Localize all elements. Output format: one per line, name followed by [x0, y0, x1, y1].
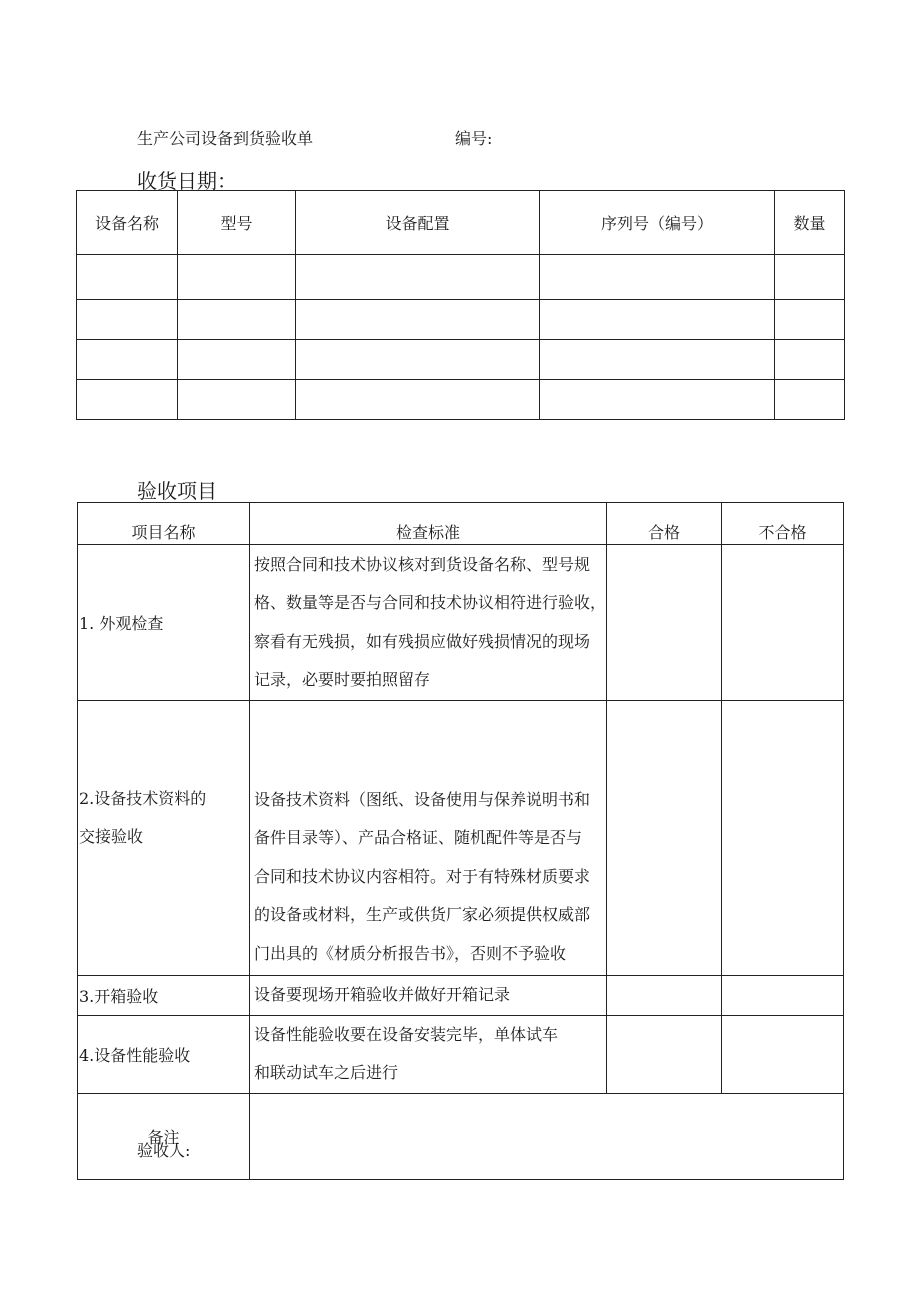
table-row — [78, 545, 844, 701]
table-cell[interactable] — [775, 300, 845, 340]
form-number-label: 编号: — [455, 129, 493, 148]
column-header: 合格 — [607, 503, 722, 545]
table-row — [77, 380, 845, 420]
remark-label: 备注 — [78, 1093, 250, 1179]
remark-field[interactable] — [250, 1093, 844, 1179]
pass-cell[interactable] — [607, 1015, 722, 1093]
table-cell[interactable] — [296, 340, 540, 380]
receipt-date-label: 收货日期： — [137, 169, 237, 193]
table-row — [78, 701, 844, 976]
table-cell[interactable] — [775, 340, 845, 380]
column-header: 序列号（编号） — [540, 191, 775, 255]
criteria-line: 和联动试车之后进行 — [254, 1063, 399, 1082]
table-cell[interactable] — [540, 255, 775, 300]
table-cell[interactable] — [296, 300, 540, 340]
table-cell[interactable] — [77, 255, 178, 300]
pass-cell[interactable] — [607, 701, 722, 976]
fail-cell[interactable] — [722, 1015, 844, 1093]
column-header: 设备名称 — [77, 191, 178, 255]
criteria-line: 的设备或材料，生产或供货厂家必须提供权威部 — [254, 905, 591, 924]
equipment-table-header — [77, 191, 845, 255]
inspector-label: 验收人: — [137, 1141, 191, 1160]
criteria-line: 门出具的《材质分析报告书》，否则不予验收 — [254, 943, 567, 963]
criteria-line: 记录，必要时要拍照留存 — [254, 670, 431, 689]
criteria-line: 设备要现场开箱验收并做好开箱记录 — [254, 985, 511, 1004]
criteria-line: 合同和技术协议内容相符。对于有特殊材质要求 — [254, 866, 591, 886]
item-name-line: 2.设备技术资料的 — [79, 789, 207, 808]
item-criteria — [250, 701, 607, 976]
item-criteria — [250, 545, 607, 701]
criteria-line: 按照合同和技术协议核对到货设备名称、型号规 — [254, 554, 591, 574]
table-row — [78, 976, 844, 1016]
column-header: 不合格 — [722, 503, 844, 545]
item-name-line: 交接验收 — [79, 827, 144, 846]
criteria-line: 设备技术资料（图纸、设备使用与保养说明书和 — [254, 789, 591, 809]
table-cell[interactable] — [540, 380, 775, 420]
table-row — [78, 1015, 844, 1093]
table-cell[interactable] — [178, 300, 296, 340]
criteria-line: 备件目录等）、产品合格证、随机配件等是否与 — [254, 828, 583, 847]
fail-cell[interactable] — [722, 976, 844, 1016]
item-name-line: 1. 外观检查 — [79, 614, 164, 633]
form-title: 生产公司设备到货验收单 — [137, 129, 314, 148]
pass-cell[interactable] — [607, 976, 722, 1016]
criteria-line: 察看有无残损，如有残损应做好残损情况的现场 — [254, 631, 591, 651]
table-cell[interactable] — [540, 300, 775, 340]
table-cell[interactable] — [77, 380, 178, 420]
pass-cell[interactable] — [607, 545, 722, 701]
equipment-table — [76, 190, 845, 420]
fail-cell[interactable] — [722, 545, 844, 701]
column-header: 型号 — [178, 191, 296, 255]
table-cell[interactable] — [77, 300, 178, 340]
table-cell[interactable] — [775, 255, 845, 300]
item-criteria — [250, 976, 607, 1016]
item-name-line: 3.开箱验收 — [79, 986, 159, 1006]
item-name-line: 4.设备性能验收 — [79, 1045, 191, 1065]
column-header: 设备配置 — [296, 191, 540, 255]
table-cell[interactable] — [296, 380, 540, 420]
column-header: 检查标准 — [250, 503, 607, 545]
table-cell[interactable] — [178, 380, 296, 420]
table-row — [77, 340, 845, 380]
table-cell[interactable] — [540, 340, 775, 380]
item-name — [78, 701, 250, 976]
criteria-line: 设备性能验收要在设备安装完毕，单体试车 — [254, 1024, 559, 1044]
inspection-table-header — [78, 503, 844, 545]
column-header: 项目名称 — [78, 503, 250, 545]
table-cell[interactable] — [178, 255, 296, 300]
item-name — [78, 976, 250, 1016]
table-row — [77, 255, 845, 300]
table-cell[interactable] — [77, 340, 178, 380]
fail-cell[interactable] — [722, 701, 844, 976]
table-cell[interactable] — [775, 380, 845, 420]
inspection-table — [77, 502, 844, 1180]
table-row — [77, 300, 845, 340]
column-header: 数量 — [775, 191, 845, 255]
table-cell[interactable] — [178, 340, 296, 380]
table-row — [78, 1093, 844, 1179]
table-cell[interactable] — [296, 255, 540, 300]
inspection-section-title: 验收项目 — [137, 479, 217, 503]
item-criteria — [250, 1015, 607, 1093]
item-name — [78, 1015, 250, 1093]
criteria-line: 格、数量等是否与合同和技术协议相符进行验收， — [254, 593, 607, 612]
item-name — [78, 545, 250, 701]
